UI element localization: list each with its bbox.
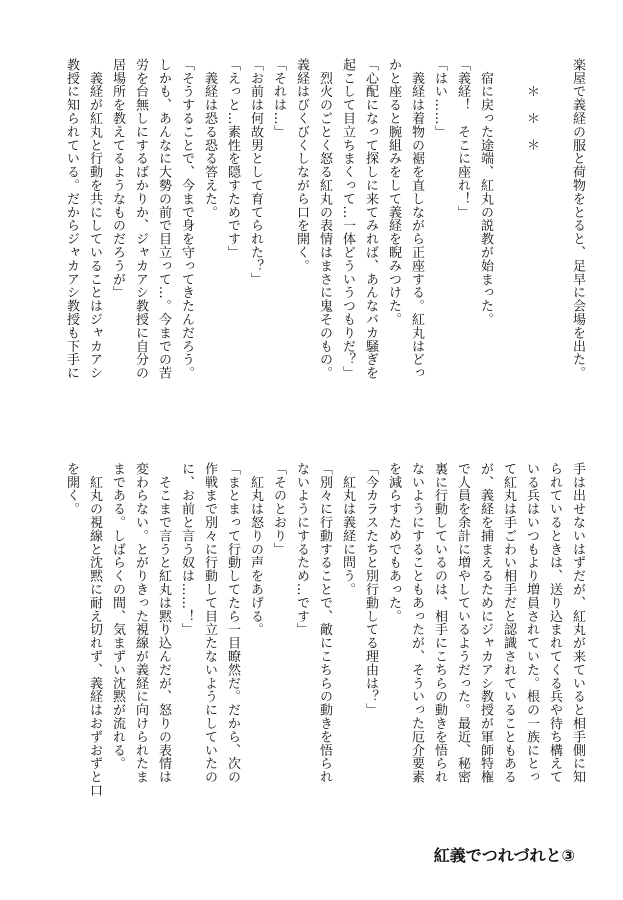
text-line: 義経は着物の裾を直しながら正座する。紅丸はどっ — [409, 58, 424, 380]
text-line: 「今カラスたちと別行動してる理由は？」 — [363, 462, 378, 717]
text-line: 変わらない。とがりきった視線が義経に向けられたま — [133, 462, 148, 784]
text-line: 作戦まで別々に行動して目立たないようにしていたの — [202, 462, 217, 784]
text-line — [497, 58, 520, 430]
text-line: に、お前と言う奴は……！」 — [179, 462, 194, 637]
text-line: 烈火のごとく怒る紅丸の表情はまさに鬼そのもの。 — [317, 58, 332, 380]
text-line: 義経は恐る恐る答えた。 — [202, 58, 217, 219]
text-line: 紅丸は義経に問う。 — [340, 462, 355, 596]
text-line: 楽屋で義経の服と荷物をとると、足早に会場を出た。 — [570, 58, 585, 380]
text-line: 裏に行動しているのは、相手にこちらの動きを悟られ — [432, 462, 447, 784]
text-line: 「まとまって行動してたら一目瞭然だ。だから、次の — [225, 462, 240, 784]
text-line: ＊ ＊ ＊ — [524, 58, 539, 152]
text-line: しかも、あんなに大勢の前で目立って…。今までの苦 — [156, 58, 171, 380]
chapter-title: 紅義でつれづれと③ — [433, 846, 575, 865]
text-line: 「別々に行動することで、敵にこちらの動きを悟られ — [317, 462, 332, 784]
text-line: 教授に知られている。だからジャカアシ教授も下手に — [64, 58, 79, 380]
text-line: 「それは…」 — [271, 58, 286, 139]
text-line: そこまで言うと紅丸は黙り込んだが、怒りの表情は — [156, 462, 171, 784]
body-text-lower — [29, 462, 589, 820]
text-line: 紅丸の視線と沈黙に耐え切れず、義経はおずおずと口 — [87, 462, 102, 797]
text-line: まである。しばらくの間、気まずい沈黙が流れる。 — [110, 462, 125, 771]
text-line: 「そのとおり」 — [271, 462, 286, 556]
text-line: 「えっと…素性を隠すためです」 — [225, 58, 240, 259]
text-line: 義経が紅丸と行動を共にしていることはジャカアシ — [87, 58, 102, 380]
text-line: られているときは、送り込まれてくる兵や待ち構えて — [547, 462, 562, 784]
text-line: 「義経！ そこに座れ！」 — [455, 58, 470, 219]
text-line: 起こして目立ちまくって…一体どういうつもりだ？」 — [340, 58, 355, 380]
text-line: 「お前は何故男として育てられた？」 — [248, 58, 263, 286]
text-line: を開く。 — [64, 462, 79, 516]
text-line: 「はい……」 — [432, 58, 447, 139]
text-line: 居場所を教えてるようなものだろうが」 — [110, 58, 125, 300]
body-text-upper — [29, 58, 589, 430]
text-line: ないようにするため…です」 — [294, 462, 309, 637]
text-line: 「心配になって探しに来てみれば、あんなバカ騒ぎを — [363, 58, 378, 380]
text-line — [543, 58, 566, 430]
text-line: 労を台無しにするばかりか、ジャカアシ教授に自分の — [133, 58, 148, 380]
text-line: かと座ると腕組みをして義経を睨みつけた。 — [386, 58, 401, 326]
text-line: て紅丸は手ごわい相手だと認識されていることもある — [501, 462, 516, 784]
text-line: 手は出せないはずだが、紅丸が来ていると相手側に知 — [570, 462, 585, 784]
text-line: 義経はびくびくしながら口を開く。 — [294, 58, 309, 273]
text-line: 宿に戻った途端、紅丸の説教が始まった。 — [478, 58, 493, 326]
text-line: 紅丸は怒りの声をあげる。 — [248, 462, 263, 637]
text-line: が、義経を捕まえるためにジャカアシ教授が軍師特権 — [478, 462, 493, 784]
text-line: で人員を余計に増やしているようだった。最近、秘密 — [455, 462, 470, 784]
text-line: ないようにすることもあったが、そういった厄介要素 — [409, 462, 424, 784]
text-line: 「そうすることで、今まで身を守ってきたんだろう。 — [179, 58, 194, 380]
text-line: を減らすためでもあった。 — [386, 462, 401, 623]
text-line: いる兵はいつもより増員されていた。根の一族にとっ — [524, 462, 539, 784]
